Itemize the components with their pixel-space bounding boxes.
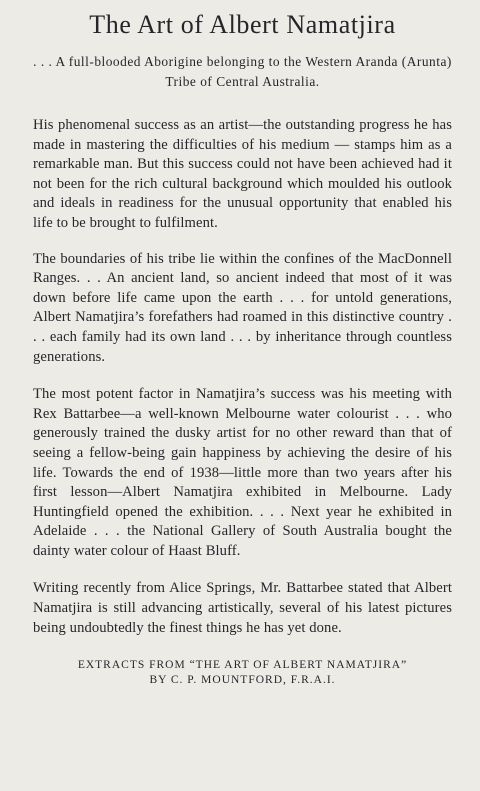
paragraph-battarbee: The most potent factor in Namatjira’s success was his meeting with Rex Battarbee—a well-known Melbourne water colourist . . . who generously trained the dusky artist for no other reward than that of seeing a fellow-being gain happiness by achieving the desire of his life. Towards the end of 1938—little more than two years after his first lesson—Albert Namatjira exhibited in Melbourne. Lady Huntingfield opened the exhibition. . . . Next year he exhibited in Adelaide . . . the National Gallery of South Australia bought the dainty water colour of Haast Bluff. [33,386,452,559]
document-title: The Art of Albert Namatjira [89,10,396,39]
paragraph-boundaries: The boundaries of his tribe lie within the confines of the MacDonnell Ranges. . . An ancient land, so ancient indeed that most of it was down before life came upon the earth . . . for untold generations, Albert Namatjira’s forefathers had roamed in this distinctive country . . . each family had its own land . . . by inheritance through countless generations. [33,250,452,365]
paragraph-success: His phenomenal success as an artist—the outstanding progress he has made in mastering the difficulties of his medium — stamps him as a remarkable man. But this success could not have been achieved had it not been for the rich cultural background which moulded his outlook and ideals in readiness for the unusual opportunity that enabled his life to be brought to fulfilment. [33,117,452,231]
attribution [33,658,452,688]
paragraph-writing-recently: Writing recently from Alice Springs, Mr. Battarbee stated that Albert Namatjira is still advancing artistically, several of his latest pictures being undoubtedly the finest things he has yet done. [33,580,452,636]
attribution-author: BY C. P. MOUNTFORD, F.R.A.I. [149,674,336,687]
document-subtitle: . . . A full-blooded Aborigine belonging to the Western Aranda (Arunta) Tribe of Central Australia. [33,54,452,89]
attribution-source: EXTRACTS FROM “THE ART OF ALBERT NAMATJIRA” [77,659,408,672]
